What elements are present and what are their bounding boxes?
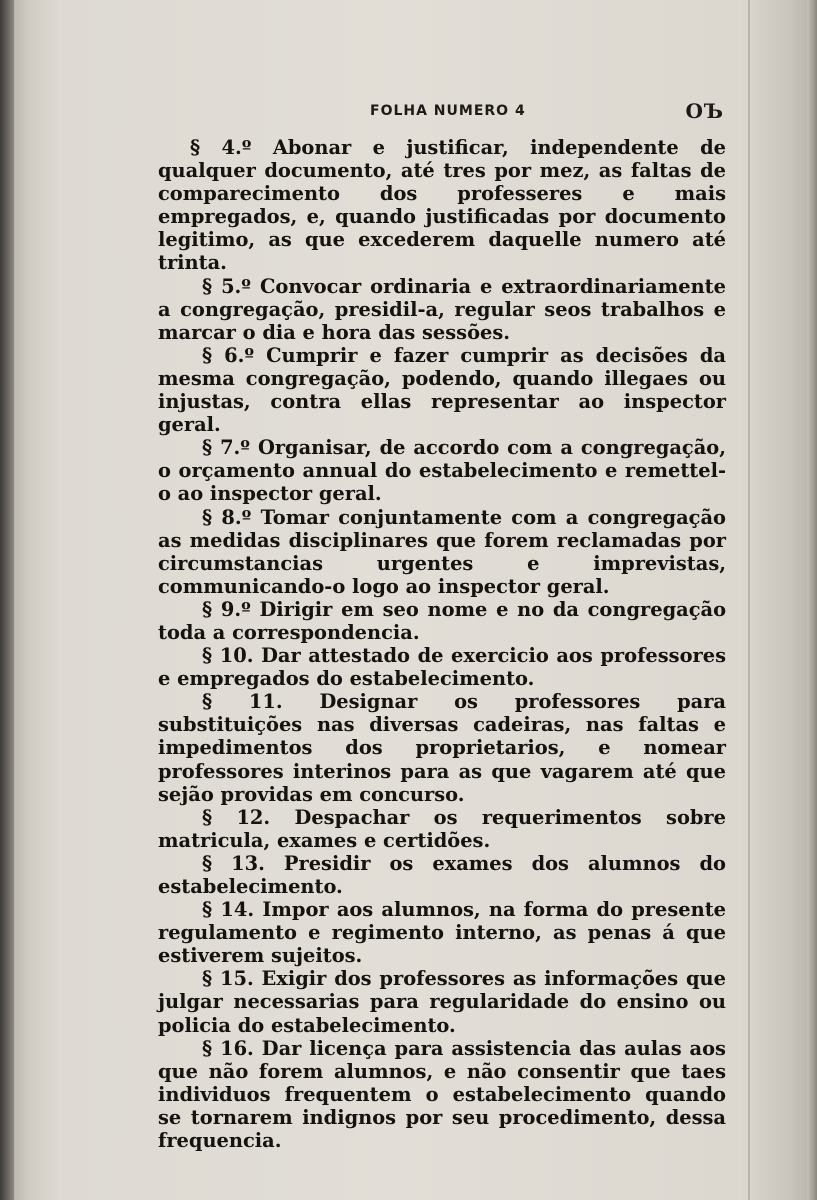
paragraph-text: Dar licença para assistencia das aulas aos que não forem alumnos, e não consentir que taes individuos frequentem o estabelecimento quando se tornarem indignos por seu procedimento, dessa frequencia. [158, 1036, 726, 1153]
paragraph [158, 598, 726, 644]
paragraph [158, 506, 726, 598]
paragraph-text: Designar os professores para substituições nas diversas cadeiras, nas faltas e impedimentos dos proprietarios, e nomear professores interinos para as que vagarem até que sejão providas em concurso. [158, 690, 726, 806]
section-label: § 6.º [202, 343, 255, 367]
section-label: § 15. [202, 967, 254, 991]
paragraph-text: Tomar conjuntamente com a congregação as medidas disciplinares que forem reclamadas por circumstancias urgentes e imprevistas, communicando-o logo ao inspector geral. [158, 505, 726, 598]
page-fold-line [748, 0, 750, 1200]
paragraph [158, 898, 726, 967]
section-label: § 16. [202, 1036, 254, 1060]
paragraph [158, 967, 726, 1036]
paragraph-text: Exigir dos professores as informações que julgar necessarias para regularidade do ensino ou policia do estabelecimento. [158, 967, 726, 1037]
paragraph-text: Convocar ordinaria e extraordinariamente a congregação, presidil-a, regular seos trabalhos e marcar o dia e hora das sessões. [158, 274, 726, 344]
paragraph [158, 690, 726, 805]
paragraph-text: Impor aos alumnos, na forma do presente regulamento e regimento interno, as penas á que estiverem sujeitos. [158, 898, 726, 968]
paragraph [158, 344, 726, 436]
page-number: ОЪ [685, 99, 724, 123]
paragraph [158, 1037, 726, 1152]
page-header [158, 96, 724, 126]
running-head: FOLHA NUMERO 4 [370, 103, 526, 119]
paragraph [158, 275, 726, 344]
section-label: § 13. [202, 851, 265, 875]
paragraph-text: Dar attestado de exercicio aos professores e empregados do estabelecimento. [158, 644, 726, 691]
paragraph-text: Presidir os exames dos alumnos do estabelecimento. [158, 851, 726, 898]
paragraph-text: Cumprir e fazer cumprir as decisões da mesma congregação, podendo, quando illegaes ou injustas, contra ellas representar ao inspector geral. [158, 343, 726, 437]
section-label: § 10. [202, 644, 254, 668]
body-text [158, 136, 726, 1152]
paragraph-text: Abonar e justificar, independente de qualquer documento, até tres por mez, as faltas de comparecimento dos professeres e mais empregados, e, quando justificadas por documento legitimo, as que excederem daquelle numero até trinta. [158, 136, 726, 275]
paragraph [158, 436, 726, 505]
paragraph-text: Organisar, de accordo com a congregação, o orçamento annual do estabelecimento e remettel-o ao inspector geral. [158, 436, 726, 506]
section-label: § 14. [202, 898, 255, 922]
paragraph [158, 852, 726, 898]
paragraph [158, 806, 726, 852]
section-label: § 4.º [190, 136, 252, 159]
section-label: § 8.º [202, 505, 252, 529]
section-label: § 5.º [202, 274, 252, 298]
paragraph-text: Despachar os requerimentos sobre matricula, exames e certidões. [158, 805, 726, 852]
section-label: § 11. [202, 690, 283, 714]
paragraph-text: Dirigir em seo nome e no da congregação toda a correspondencia. [158, 597, 726, 644]
section-label: § 12. [202, 805, 271, 829]
section-label: § 7.º [202, 436, 251, 460]
paragraph [158, 136, 726, 275]
page-right-edge [807, 0, 817, 1200]
page-binding-edge [0, 0, 14, 1200]
paragraph [158, 644, 726, 690]
section-label: § 9.º [202, 597, 251, 621]
